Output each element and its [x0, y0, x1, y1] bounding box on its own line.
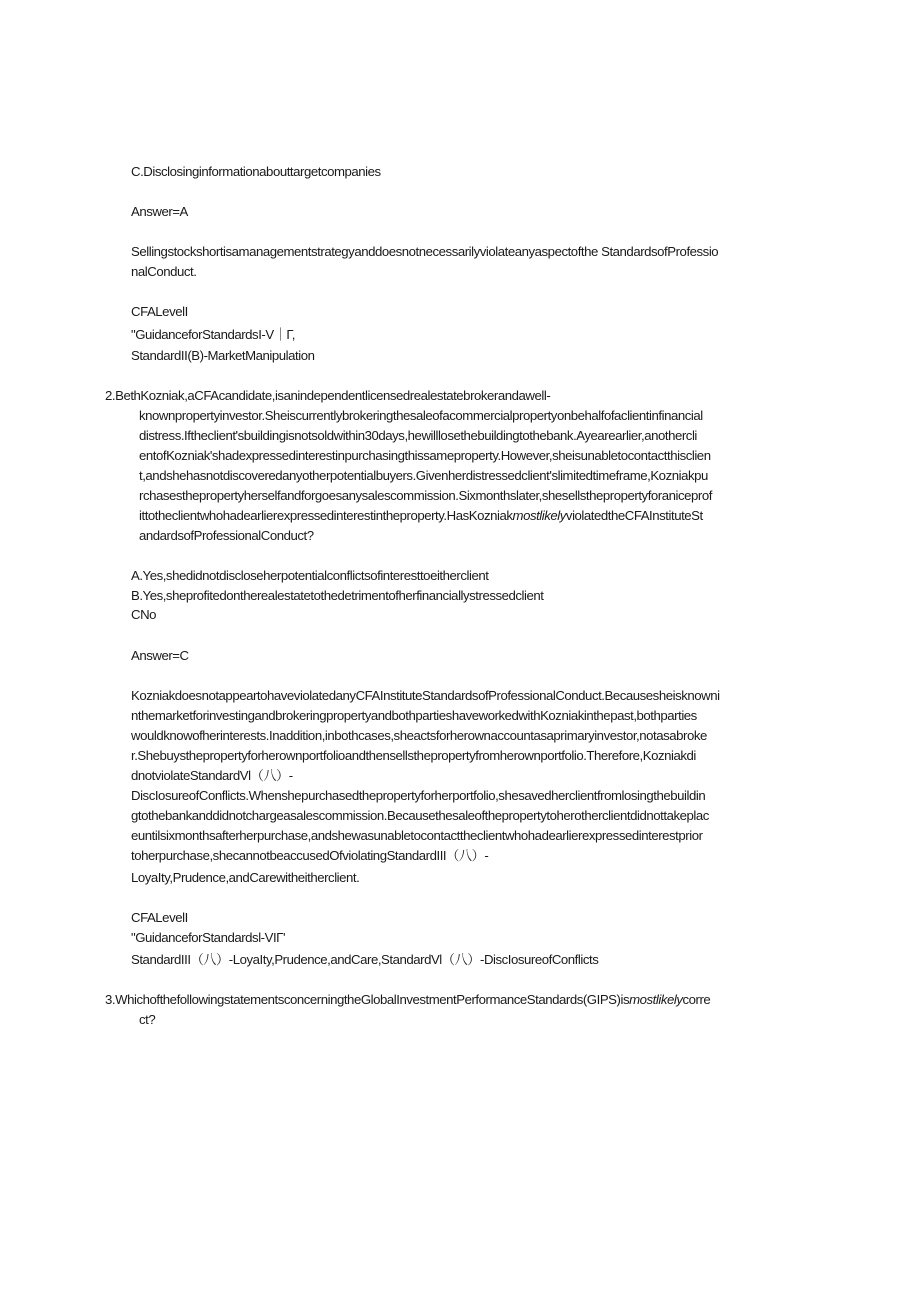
q2-explanation-line: gtothebankanddidnotchargeasalescommission.Becausethesaleofthepropertytoherotherclientdidnottakeplac	[131, 808, 709, 823]
q2-explanation-line: DiscIosureofConflicts.Whenshepurchasedthepropertyforherportfolio,shesavedherclientfromlosingthebuildin	[131, 788, 706, 803]
q2-ref-guidance: "GuidanceforStandardsl-VIΓ'	[131, 930, 286, 945]
q2-answer: Answer=C	[131, 648, 189, 663]
q3-question-line	[105, 990, 710, 1010]
q2-question-text: violatedtheCFAInstituteSt	[565, 508, 703, 523]
q2-question-line	[139, 506, 703, 526]
q2-ref-level: CFALevelI	[131, 910, 188, 925]
q1-answer: Answer=A	[131, 204, 188, 219]
q1-ref-guidance: "GuidanceforStandardsI-V｜Γ,	[131, 327, 296, 342]
q3-question-text: 3.WhichofthefollowingstatementsconcerningtheGlobalInvestmentPerformanceStandards(GIPS)is	[105, 992, 630, 1007]
q2-question-line: entofKozniak'shadexpressedinterestinpurchasingthissameproperty.However,sheisunabletocontactthisclien	[139, 448, 711, 463]
q2-explanation-line: nthemarketforinvestingandbrokeringpropertyandbothpartieshaveworkedwithKozniakinthepast,bothparties	[131, 708, 697, 723]
q2-explanation-line: LoyaIty,Prudence,andCarewitheitherclient.	[131, 870, 360, 885]
q2-option-b: B.Yes,sheprofitedontherealestatetothedetrimentofherfinanciallystressedclient	[131, 588, 544, 603]
q3-emphasis: mostlikely	[629, 992, 683, 1007]
q1-explanation-line: nalConduct.	[131, 264, 197, 279]
q2-explanation-line: euntilsixmonthsafterherpurchase,andshewasunabletocontacttheclientwhohadearlierexpressedinterestprior	[131, 828, 703, 843]
q3-question-line: ct?	[139, 1012, 156, 1027]
q2-question-text: ittotheclientwhohadearlierexpressedinterestintheproperty.HasKozniak	[139, 508, 513, 523]
q1-ref-level: CFALevelI	[131, 304, 188, 319]
q2-question-line: distress.Iftheclient'sbuildingisnotsoldwithin30days,hewilllosethebuildingtothebank.Ayearearlier,anothercli	[139, 428, 697, 443]
q2-explanation-line: r.Shebuysthepropertyforherownportfolioandthensellsthepropertyfromherownportfolio.Therefore,Kozniakdi	[131, 748, 696, 763]
q2-question-line: knownpropertyinvestor.Sheiscurrentlybrokeringthesaleofacommercialpropertyonbehalfofaclientinfinancial	[139, 408, 703, 423]
q2-question-first-line: 2.BethKozniak,aCFAcandidate,isanindependentlicensedrealestatebrokerandawell-	[105, 388, 551, 403]
q1-option-c: C.Disclosinginformationabouttargetcompanies	[131, 164, 381, 179]
q2-option-a: A.Yes,shedidnotdiscloseherpotentialconflictsofinteresttoeitherclient	[131, 568, 489, 583]
q2-question-line: andardsofProfessionalConduct?	[139, 528, 314, 543]
q2-explanation-line: KozniakdoesnotappeartohaveviolatedanyCFAInstituteStandardsofProfessionalConduct.Becausesheisknowni	[131, 688, 720, 703]
q2-explanation-line: wouldknowofherinterests.Inaddition,inbothcases,sheactsforherownaccountasaprimaryinvestor,notasabroke	[131, 728, 707, 743]
q2-emphasis: mostlikely	[512, 508, 566, 523]
q2-explanation-line: toherpurchase,shecannotbeaccusedOfviolatingStandardIII（八）-	[131, 848, 489, 863]
q2-question-line: t,andshehasnotdiscoveredanyotherpotentialbuyers.Givenherdistressedclient'slimitedtimeframe,Kozniakpu	[139, 468, 708, 483]
q3-question-text: corre	[682, 992, 711, 1007]
q2-option-c: CNo	[131, 607, 157, 622]
q1-ref-standard: StandardII(B)-MarketManipulation	[131, 348, 315, 363]
q2-explanation-line: dnotviolateStandardVl（八）-	[131, 768, 293, 783]
q1-explanation-line: Sellingstockshortisamanagementstrategyanddoesnotnecessarilyviolateanyaspectofthe StandardsofProfessio	[131, 244, 719, 259]
q2-ref-standard: StandardIII（八）-LoyaIty,Prudence,andCare,StandardVl（八）-DiscIosureofConflicts	[131, 952, 599, 967]
q2-question-line: rchasesthepropertyherselfandforgoesanysalescommission.Sixmonthslater,shesellsthepropertyforaniceprof	[139, 488, 712, 503]
